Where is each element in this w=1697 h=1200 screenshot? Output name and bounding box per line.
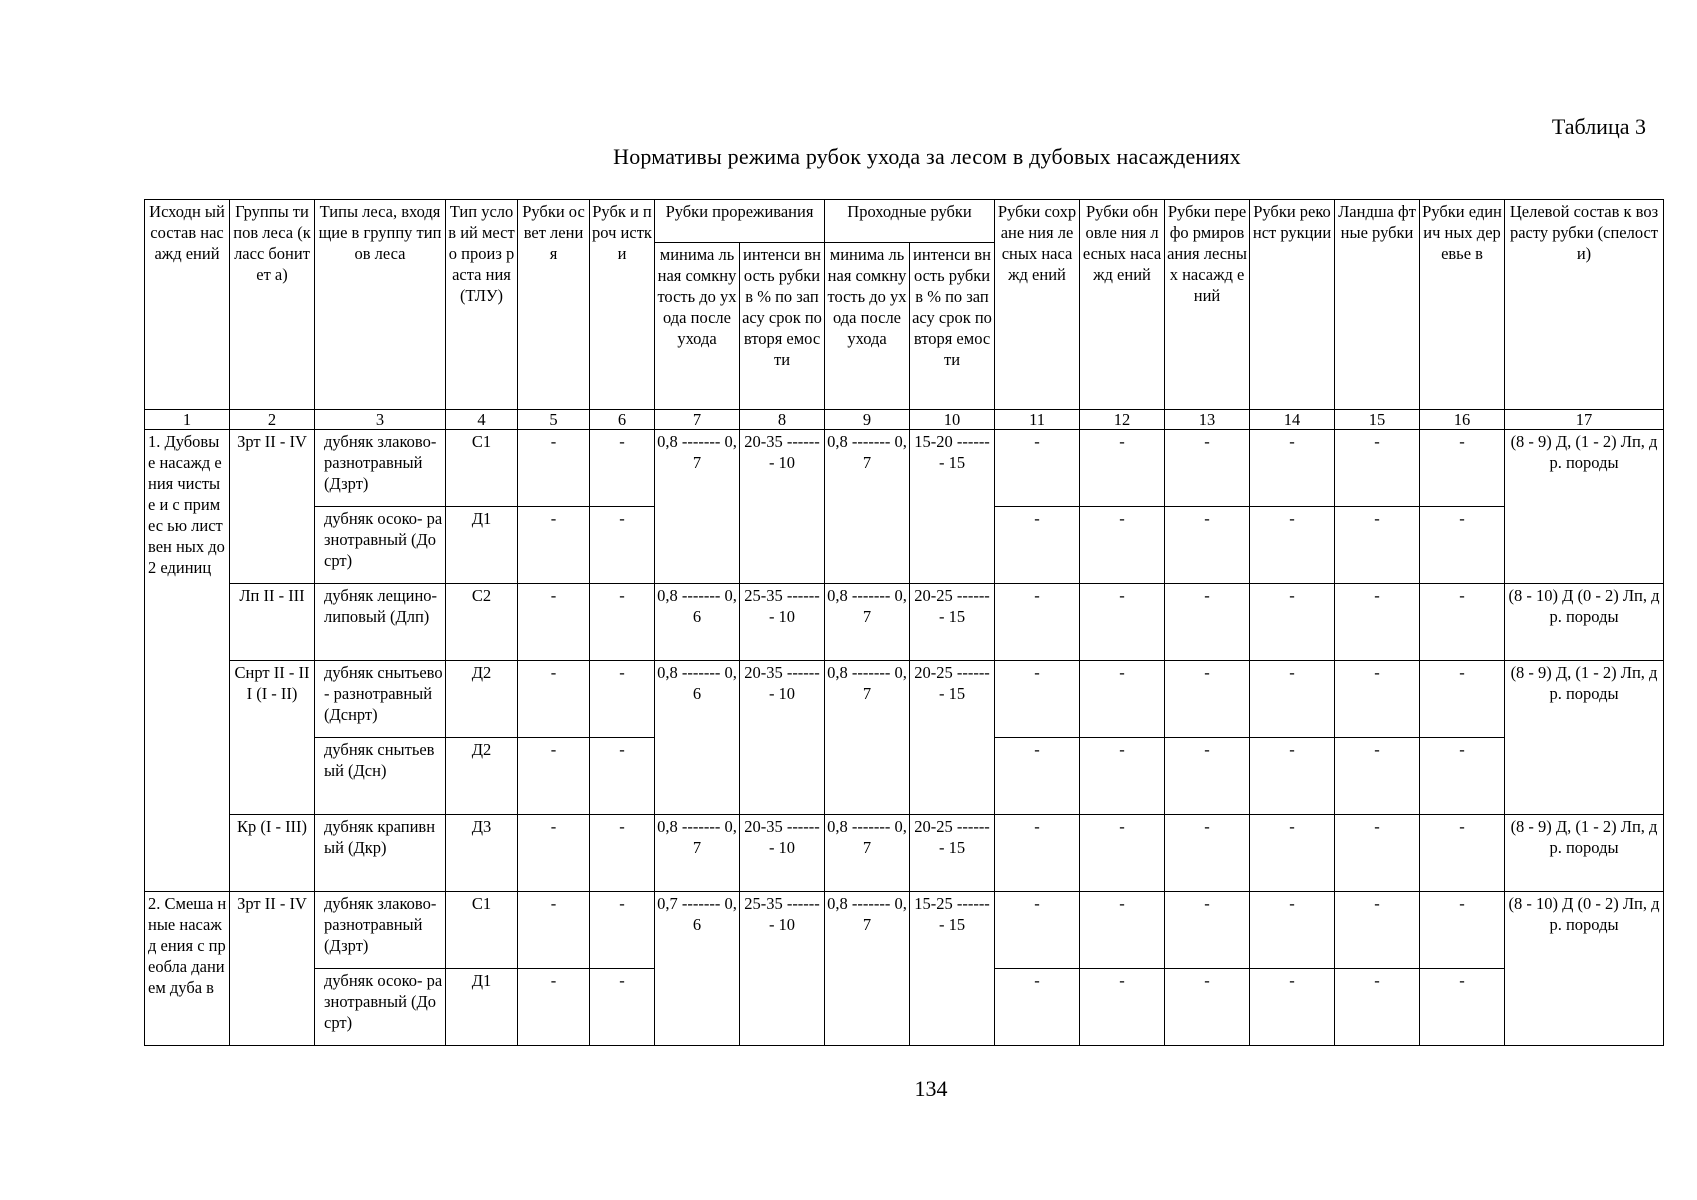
- cleaning-cuttings-value: -: [590, 661, 655, 738]
- lighting-cuttings-value: -: [518, 892, 590, 969]
- lighting-cuttings-value: -: [518, 507, 590, 584]
- header-cell-5: Рубки освет ления: [518, 200, 590, 410]
- reconstruction-cuttings-value: -: [1250, 815, 1335, 892]
- renewal-cuttings-value: -: [1080, 507, 1165, 584]
- column-number-9: 9: [825, 410, 910, 430]
- cleaning-cuttings-value: -: [590, 738, 655, 815]
- renewal-cuttings-value: -: [1080, 892, 1165, 969]
- single-tree-cuttings-value: -: [1420, 738, 1505, 815]
- table-title: Нормативы режима рубок ухода за лесом в дубовых насаждениях: [613, 144, 1241, 169]
- reformation-cuttings-value: -: [1165, 969, 1250, 1046]
- header-group-passage: Проходные рубки: [825, 200, 995, 243]
- passage-density: 0,8 ------- 0,7: [825, 892, 910, 1046]
- single-tree-cuttings-value: -: [1420, 892, 1505, 969]
- landscape-cuttings-value: -: [1335, 661, 1420, 738]
- column-number-8: 8: [740, 410, 825, 430]
- preservation-cuttings-value: -: [995, 430, 1080, 507]
- column-number-2: 2: [230, 410, 315, 430]
- header-cell-11: Рубки сохране ния лесных насажд ений: [995, 200, 1080, 410]
- lighting-cuttings-value: -: [518, 430, 590, 507]
- preservation-cuttings-value: -: [995, 507, 1080, 584]
- column-number-1: 1: [145, 410, 230, 430]
- lighting-cuttings-value: -: [518, 661, 590, 738]
- header-row-1: [145, 200, 1664, 243]
- thinning-density: 0,8 ------- 0,6: [655, 661, 740, 815]
- target-composition: (8 - 9) Д, (1 - 2) Лп, др. породы: [1505, 661, 1664, 815]
- cleaning-cuttings-value: -: [590, 584, 655, 661]
- cleaning-cuttings-value: -: [590, 507, 655, 584]
- passage-density: 0,8 ------- 0,7: [825, 661, 910, 815]
- preservation-cuttings-value: -: [995, 815, 1080, 892]
- thinning-intensity: 20-35 ------- 10: [740, 815, 825, 892]
- forest-type: дубняк злаково- разнотравный (Дзрт): [315, 892, 446, 969]
- norms-table: [144, 199, 1664, 1046]
- forest-type-group: Кр (I - III): [230, 815, 315, 892]
- growth-conditions-type: С1: [446, 430, 518, 507]
- thinning-intensity: 25-35 ------- 10: [740, 892, 825, 1046]
- page-number: 134: [914, 1076, 948, 1101]
- header-cell-6: Рубк и проч истк и: [590, 200, 655, 410]
- landscape-cuttings-value: -: [1335, 892, 1420, 969]
- header-cell-12: Рубки обновле ния лесных насажд ений: [1080, 200, 1165, 410]
- column-number-13: 13: [1165, 410, 1250, 430]
- header-cell-13: Рубки перефо рмиров ания лесных насажд ений: [1165, 200, 1250, 410]
- thinning-intensity: 20-35 ------- 10: [740, 661, 825, 815]
- lighting-cuttings-value: -: [518, 584, 590, 661]
- stand-composition: 1. Дубовы е насажд ения чистые и с примес ью листвен ных до 2 единиц: [145, 430, 230, 892]
- forest-type: дубняк снытьевый (Дсн): [315, 738, 446, 815]
- column-number-row: [145, 410, 1664, 430]
- single-tree-cuttings-value: -: [1420, 661, 1505, 738]
- thinning-density: 0,7 ------- 0,6: [655, 892, 740, 1046]
- target-composition: (8 - 10) Д (0 - 2) Лп, др. породы: [1505, 584, 1664, 661]
- renewal-cuttings-value: -: [1080, 584, 1165, 661]
- reformation-cuttings-value: -: [1165, 738, 1250, 815]
- lighting-cuttings-value: -: [518, 969, 590, 1046]
- passage-intensity: 15-20 ------- 15: [910, 430, 995, 584]
- reconstruction-cuttings-value: -: [1250, 584, 1335, 661]
- thinning-density: 0,8 ------- 0,6: [655, 584, 740, 661]
- column-number-15: 15: [1335, 410, 1420, 430]
- passage-intensity: 15-25 ------- 15: [910, 892, 995, 1046]
- reconstruction-cuttings-value: -: [1250, 892, 1335, 969]
- column-number-17: 17: [1505, 410, 1664, 430]
- renewal-cuttings-value: -: [1080, 661, 1165, 738]
- reformation-cuttings-value: -: [1165, 661, 1250, 738]
- passage-intensity: 20-25 ------- 15: [910, 584, 995, 661]
- column-number-11: 11: [995, 410, 1080, 430]
- preservation-cuttings-value: -: [995, 969, 1080, 1046]
- landscape-cuttings-value: -: [1335, 815, 1420, 892]
- column-number-7: 7: [655, 410, 740, 430]
- column-number-16: 16: [1420, 410, 1505, 430]
- column-number-4: 4: [446, 410, 518, 430]
- reconstruction-cuttings-value: -: [1250, 969, 1335, 1046]
- forest-type: дубняк лещино- липовый (Длп): [315, 584, 446, 661]
- header-cell-2: Группы типов леса (класс бонитет а): [230, 200, 315, 410]
- passage-density: 0,8 ------- 0,7: [825, 584, 910, 661]
- thinning-intensity: 25-35 ------- 10: [740, 584, 825, 661]
- landscape-cuttings-value: -: [1335, 584, 1420, 661]
- cleaning-cuttings-value: -: [590, 815, 655, 892]
- growth-conditions-type: Д1: [446, 507, 518, 584]
- forest-type-group: Снрт II - III (I - II): [230, 661, 315, 815]
- forest-type-group: Зрт II - IV: [230, 892, 315, 1046]
- header-cell-10: интенси вность рубки в % по запасу срок повторя емости: [910, 243, 995, 410]
- header-cell-15: Ландша фтные рубки: [1335, 200, 1420, 410]
- table-row: [145, 661, 1664, 738]
- growth-conditions-type: Д3: [446, 815, 518, 892]
- stand-composition: 2. Смеша нные насажд ения с преобла данием дуба в: [145, 892, 230, 1046]
- column-number-12: 12: [1080, 410, 1165, 430]
- preservation-cuttings-value: -: [995, 584, 1080, 661]
- renewal-cuttings-value: -: [1080, 969, 1165, 1046]
- header-cell-14: Рубки реконст рукции: [1250, 200, 1335, 410]
- reconstruction-cuttings-value: -: [1250, 507, 1335, 584]
- header-cell-8: интенси вность рубки в % по запасу срок повторя емости: [740, 243, 825, 410]
- lighting-cuttings-value: -: [518, 738, 590, 815]
- reformation-cuttings-value: -: [1165, 507, 1250, 584]
- header-group-thinning: Рубки прореживания: [655, 200, 825, 243]
- growth-conditions-type: Д2: [446, 738, 518, 815]
- growth-conditions-type: С1: [446, 892, 518, 969]
- thinning-density: 0,8 ------- 0,7: [655, 815, 740, 892]
- header-cell-17: Целевой состав к возрасту рубки (спелости): [1505, 200, 1664, 410]
- reformation-cuttings-value: -: [1165, 815, 1250, 892]
- single-tree-cuttings-value: -: [1420, 584, 1505, 661]
- target-composition: (8 - 9) Д, (1 - 2) Лп, др. породы: [1505, 430, 1664, 584]
- landscape-cuttings-value: -: [1335, 507, 1420, 584]
- table-row: [145, 892, 1664, 969]
- table-row: [145, 815, 1664, 892]
- cleaning-cuttings-value: -: [590, 430, 655, 507]
- column-number-14: 14: [1250, 410, 1335, 430]
- reconstruction-cuttings-value: -: [1250, 430, 1335, 507]
- column-number-3: 3: [315, 410, 446, 430]
- landscape-cuttings-value: -: [1335, 969, 1420, 1046]
- forest-type: дубняк осоко- разнотравный (Досрт): [315, 507, 446, 584]
- table-row: [145, 430, 1664, 507]
- header-cell-3: Типы леса, входящие в группу типов леса: [315, 200, 446, 410]
- header-cell-4: Тип услов ий место произ раста ния (ТЛУ): [446, 200, 518, 410]
- forest-type-group: Лп II - III: [230, 584, 315, 661]
- table-row: [145, 584, 1664, 661]
- reformation-cuttings-value: -: [1165, 584, 1250, 661]
- passage-density: 0,8 ------- 0,7: [825, 430, 910, 584]
- forest-type-group: Зрт II - IV: [230, 430, 315, 584]
- single-tree-cuttings-value: -: [1420, 815, 1505, 892]
- passage-intensity: 20-25 ------- 15: [910, 661, 995, 815]
- header-cell-7: минима льная сомкну тость до ухода после ухода: [655, 243, 740, 410]
- column-number-5: 5: [518, 410, 590, 430]
- target-composition: (8 - 9) Д, (1 - 2) Лп, др. породы: [1505, 815, 1664, 892]
- landscape-cuttings-value: -: [1335, 430, 1420, 507]
- single-tree-cuttings-value: -: [1420, 507, 1505, 584]
- growth-conditions-type: С2: [446, 584, 518, 661]
- passage-density: 0,8 ------- 0,7: [825, 815, 910, 892]
- reformation-cuttings-value: -: [1165, 430, 1250, 507]
- column-number-10: 10: [910, 410, 995, 430]
- thinning-density: 0,8 ------- 0,7: [655, 430, 740, 584]
- reconstruction-cuttings-value: -: [1250, 738, 1335, 815]
- passage-intensity: 20-25 ------- 15: [910, 815, 995, 892]
- target-composition: (8 - 10) Д (0 - 2) Лп, др. породы: [1505, 892, 1664, 1046]
- header-cell-16: Рубки единич ных деревье в: [1420, 200, 1505, 410]
- preservation-cuttings-value: -: [995, 892, 1080, 969]
- header-cell-1: Исходн ый состав насажд ений: [145, 200, 230, 410]
- landscape-cuttings-value: -: [1335, 738, 1420, 815]
- single-tree-cuttings-value: -: [1420, 969, 1505, 1046]
- cleaning-cuttings-value: -: [590, 969, 655, 1046]
- forest-type: дубняк осоко- разнотравный (Досрт): [315, 969, 446, 1046]
- forest-type: дубняк злаково- разнотравный (Дзрт): [315, 430, 446, 507]
- single-tree-cuttings-value: -: [1420, 430, 1505, 507]
- renewal-cuttings-value: -: [1080, 430, 1165, 507]
- preservation-cuttings-value: -: [995, 738, 1080, 815]
- growth-conditions-type: Д1: [446, 969, 518, 1046]
- thinning-intensity: 20-35 ------- 10: [740, 430, 825, 584]
- lighting-cuttings-value: -: [518, 815, 590, 892]
- reformation-cuttings-value: -: [1165, 892, 1250, 969]
- cleaning-cuttings-value: -: [590, 892, 655, 969]
- reconstruction-cuttings-value: -: [1250, 661, 1335, 738]
- growth-conditions-type: Д2: [446, 661, 518, 738]
- forest-type: дубняк крапивный (Дкр): [315, 815, 446, 892]
- column-number-6: 6: [590, 410, 655, 430]
- renewal-cuttings-value: -: [1080, 815, 1165, 892]
- preservation-cuttings-value: -: [995, 661, 1080, 738]
- renewal-cuttings-value: -: [1080, 738, 1165, 815]
- table-label: Таблица 3: [1551, 114, 1646, 139]
- header-cell-9: минима льная сомкну тость до ухода после ухода: [825, 243, 910, 410]
- forest-type: дубняк снытьево- разнотравный (Дснрт): [315, 661, 446, 738]
